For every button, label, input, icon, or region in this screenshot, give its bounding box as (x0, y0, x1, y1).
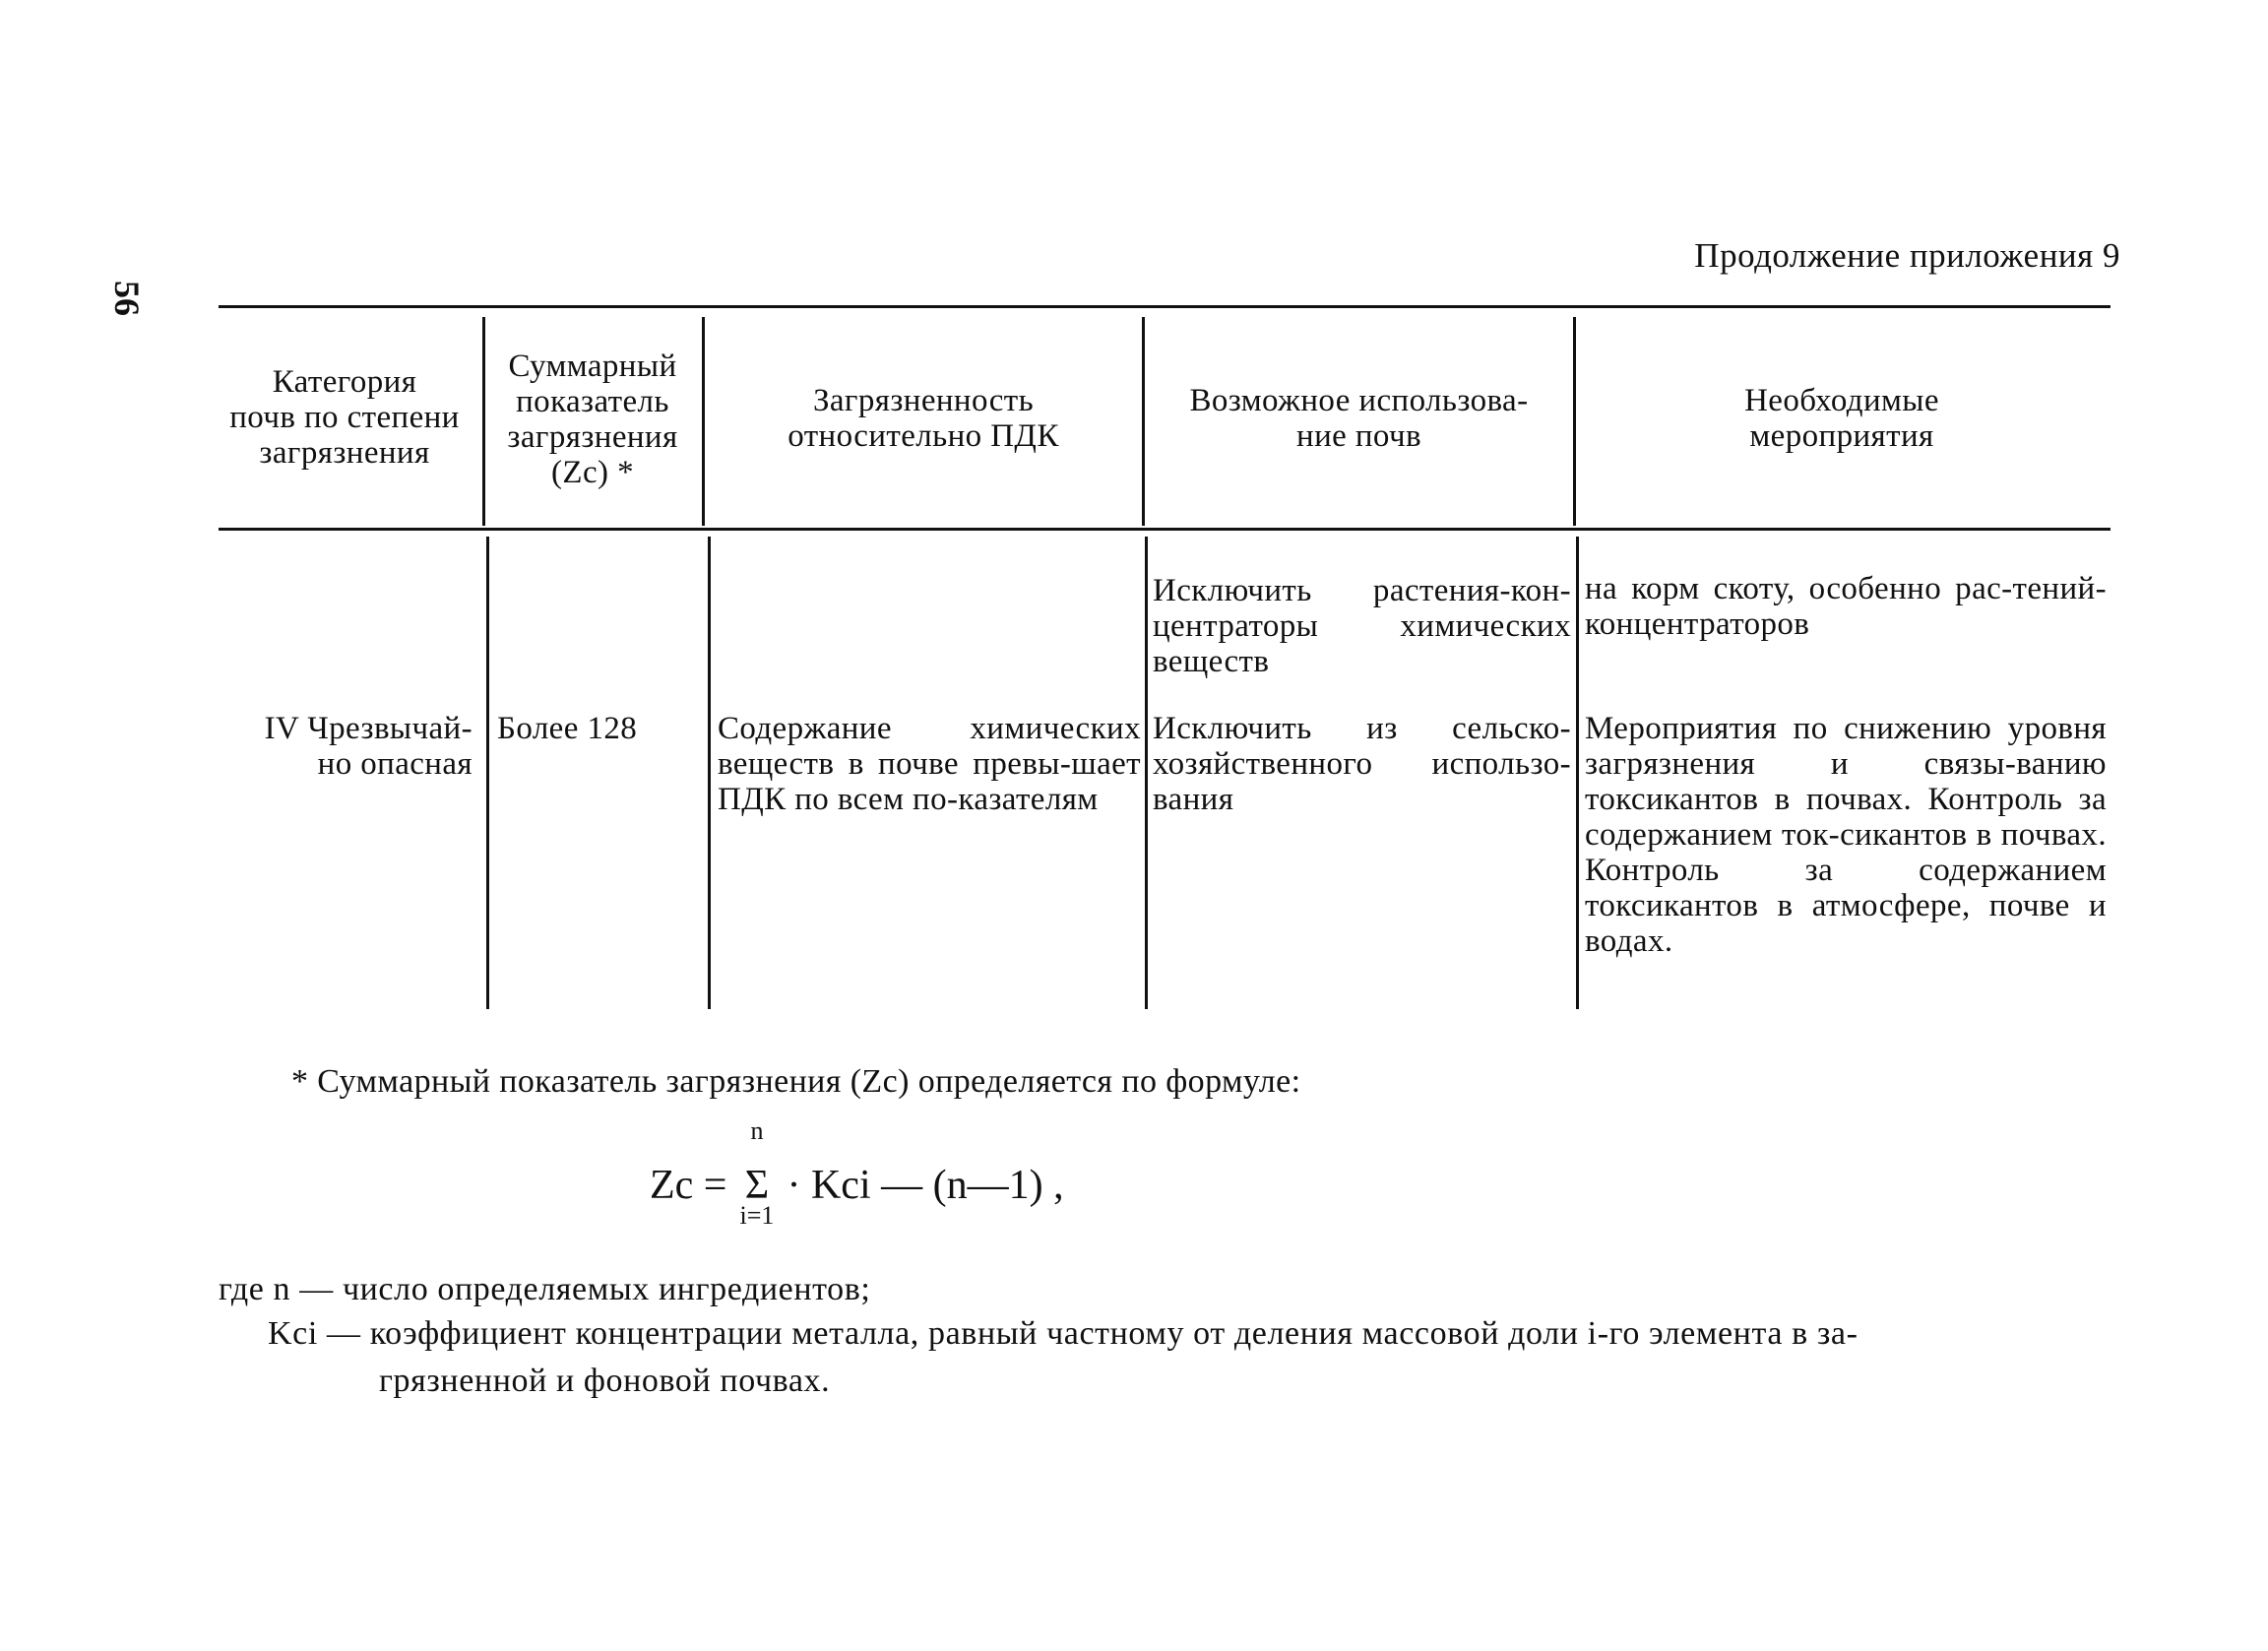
measures-reduction: Мероприятия по снижению уровня загрязнения и связы-ванию токсикантов в почвах. Контроль за содержанием ток-сикантов в почвах. Контроль за содержанием токсикантов в атмосфере, почве и водах. (1585, 711, 2107, 959)
header-usage: Возможное использова- ние почв (1189, 383, 1529, 454)
body-divider (1145, 537, 1148, 1009)
page-number: 56 (107, 281, 147, 316)
formula-rhs: · Kci — (n—1) , (787, 1163, 1064, 1208)
sum-upper-limit: n (750, 1116, 764, 1145)
continuation-title: Продолжение приложения 9 (1694, 236, 2120, 275)
body-divider (486, 537, 489, 1009)
note-kci-continued: грязненной и фоновой почвах. (379, 1363, 831, 1399)
header-measures: Необходимые мероприятия (1744, 383, 1939, 454)
formula (650, 1116, 1064, 1230)
body-divider (708, 537, 711, 1009)
header-pollution: Загрязненность относительно ПДК (788, 383, 1059, 454)
usage-exclude-agriculture: Исключить из сельско-хозяйственного использо-вания (1153, 711, 1571, 817)
header-bottom-rule (219, 528, 2110, 531)
header-category: Категория почв по степени загрязнения (229, 364, 460, 471)
table-top-rule (219, 305, 2110, 308)
usage-exclude-plants: Исключить растения-кон-центраторы химических веществ (1153, 573, 1571, 679)
category-value: IV Чрезвычай- но опасная (264, 711, 472, 782)
note-kci: Kci — коэффициент концентрации металла, равный частному от деления массовой доли i-го элемента в за- (268, 1315, 1858, 1352)
formula-lhs: Zc = (650, 1163, 727, 1208)
sum-sigma: Σ (744, 1163, 770, 1208)
note-n: где n — число определяемых ингредиентов; (219, 1271, 871, 1307)
pollution-value: Содержание химических веществ в почве превы-шает ПДК по всем по-казателям (718, 711, 1141, 817)
header-zc: Суммарный показатель загрязнения (Zc) * (507, 349, 678, 490)
sum-symbol (737, 1116, 777, 1230)
zc-value: Более 128 (497, 711, 638, 746)
measures-feed: на корм скоту, особенно рас-тений-концентраторов (1585, 571, 2107, 642)
sum-lower-limit: i=1 (739, 1201, 775, 1230)
body-divider (1576, 537, 1579, 1009)
footnote-text: * Суммарный показатель загрязнения (Zc) определяется по формуле: (291, 1063, 1301, 1100)
